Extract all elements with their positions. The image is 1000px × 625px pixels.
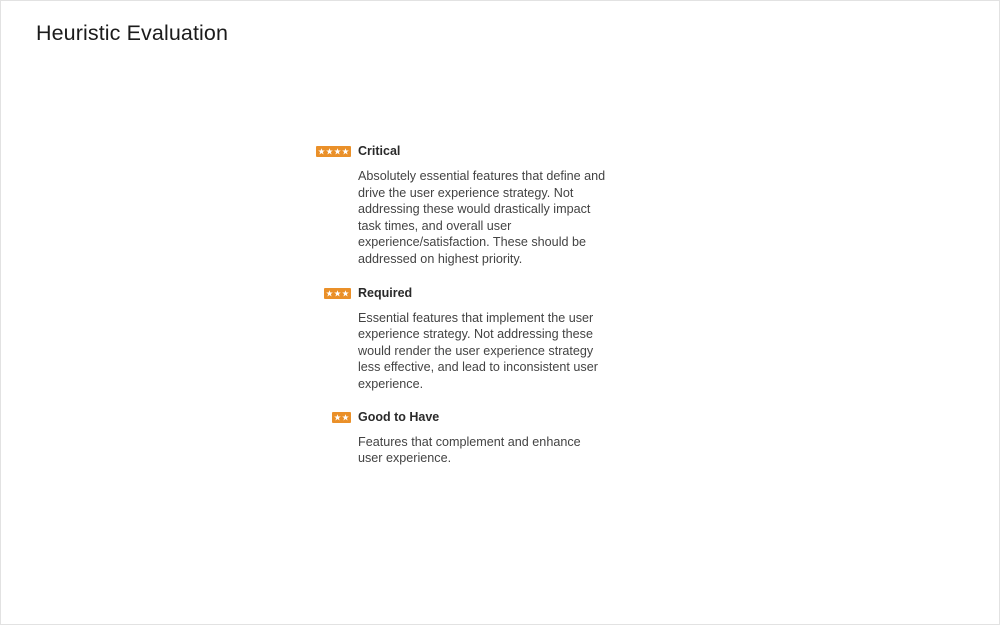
star-icon bbox=[342, 290, 349, 297]
legend-description-critical: Absolutely essential features that define and drive the user experience strategy. Not addressing these would drastically impact task times, and overall user experience/satisfaction. These should be addressed on highest priority. bbox=[358, 169, 606, 266]
star-icon bbox=[334, 414, 341, 421]
star-icon bbox=[342, 148, 349, 155]
star-icon bbox=[334, 290, 341, 297]
legend-label-critical: Critical bbox=[358, 144, 401, 158]
legend-description-good-to-have: Features that complement and enhance user experience. bbox=[358, 434, 581, 466]
legend-label-required: Required bbox=[358, 285, 413, 300]
star-rating-badge-icon bbox=[324, 288, 351, 299]
legend-header-required bbox=[358, 286, 648, 301]
star-icon bbox=[334, 148, 341, 155]
legend-item-good-to-have bbox=[358, 410, 648, 467]
star-icon bbox=[326, 290, 333, 297]
legend-item-required bbox=[358, 286, 648, 393]
star-rating-badge-icon bbox=[332, 412, 351, 423]
star-icon bbox=[342, 414, 349, 421]
legend-item-critical bbox=[358, 144, 648, 268]
legend-header-critical bbox=[358, 144, 648, 159]
star-rating-badge-icon bbox=[316, 146, 351, 157]
legend-header-good-to-have bbox=[358, 410, 648, 425]
priority-legend bbox=[358, 144, 648, 467]
legend-label-good-to-have: Good to Have bbox=[358, 409, 440, 424]
star-icon bbox=[326, 148, 333, 155]
legend-description-required: Essential features that implement the user experience strategy. Not addressing these would render the user experience strategy less effective, and lead to inconsistent user experience. bbox=[358, 310, 598, 391]
star-icon bbox=[318, 148, 325, 155]
page-title: Heuristic Evaluation bbox=[36, 21, 229, 45]
